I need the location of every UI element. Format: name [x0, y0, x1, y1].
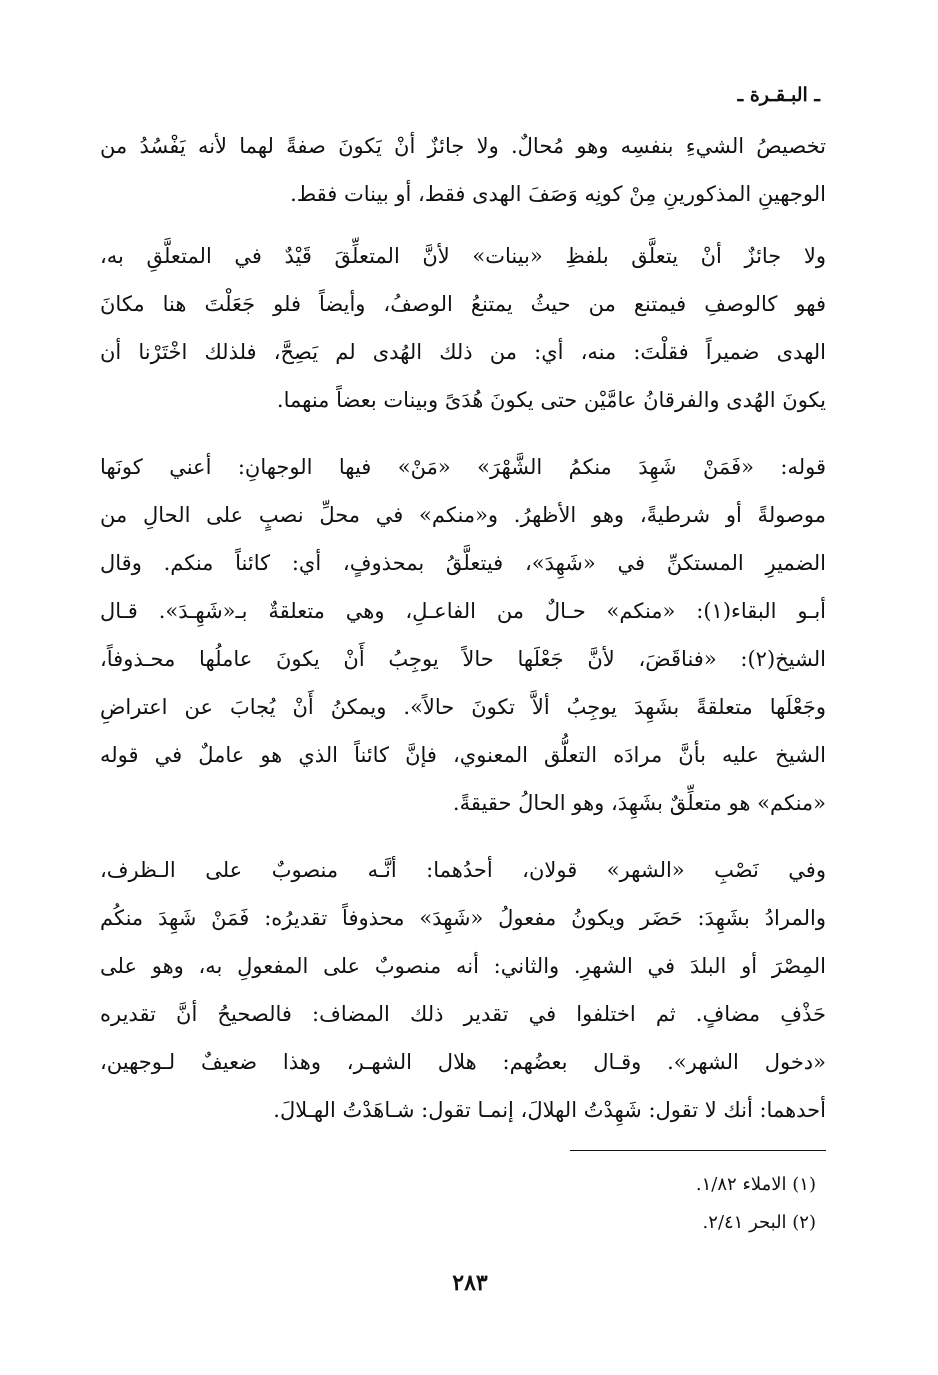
- footnotes: [500, 1166, 816, 1242]
- running-header: ـ البـقـرة ـ: [737, 84, 820, 106]
- text-line: الشيخ عليه بأنَّ مرادَه التعلُّق المعنوي، فإنَّ كائناً الذي هو عاملٌ في قوله: [100, 743, 826, 767]
- paragraph-3: [100, 443, 826, 827]
- text-line: موصولةً أو شرطيةً، وهو الأظهرُ. و«منكم» في محلِّ نصبٍ على الحالِ من: [100, 503, 826, 527]
- text-line: قوله: «فَمَنْ شَهِدَ منكمُ الشَّهْرَ» «مَنْ» فيها الوجهانِ: أعني كونَها: [100, 455, 826, 479]
- footnote-2: (٢) البحر ٢/٤١.: [702, 1212, 816, 1233]
- text-line: الضميرِ المستكنِّ في «شَهِدَ»، فيتعلَّقُ بمحذوفٍ، أي: كائناً منكم. وقال: [100, 551, 826, 575]
- text-line: «منكم» هو متعلِّقٌ بشَهِدَ، وهو الحالُ حقيقةً.: [452, 791, 826, 815]
- text-line: المِصْرَ أو البلدَ في الشهرِ. والثاني: أنه منصوبٌ على المفعولِ به، وهو على: [100, 954, 826, 978]
- text-line: وفي نَصْبِ «الشهر» قولان، أحدُهما: أنَّـه منصوبٌ على الـظرف،: [100, 858, 826, 882]
- footnote-1: (١) الاملاء ١/٨٢.: [695, 1174, 816, 1195]
- text-line: «دخول الشهر». وقـال بعضُهم: هلال الشهـر، وهذا ضعيفٌ لـوجهين،: [100, 1050, 826, 1074]
- paragraph-2: [100, 232, 826, 424]
- footnote-divider: [570, 1150, 826, 1151]
- text-line: والمرادُ بشَهِدَ: حَضَر ويكونُ مفعولُ «شَهِدَ» محذوفاً تقديرُه: فَمَنْ شَهِدَ منكُم: [100, 906, 826, 930]
- text-line: الوجهينِ المذكورينِ مِنْ كونِه وَصَفَ الهدى فقط، أو بينات فقط.: [290, 182, 826, 206]
- text-line: أبـو البقاء(١): «منكم» حـالٌ من الفاعـلِ، وهي متعلقةٌ بـ«شَهِـدَ». قـال: [100, 599, 827, 623]
- paragraph-4: [100, 846, 826, 1134]
- text-line: الهدى ضميراً فقلْتَ: منه، أي: من ذلك الهُدى لم يَصِحَّ، فلذلك اخْتَرْنا أن: [100, 340, 826, 364]
- text-line: تخصيصُ الشيءِ بنفسِه وهو مُحالٌ. ولا جائزٌ أنْ يَكونَ صفةً لهما لأنه يَفْسُدُ من: [100, 134, 826, 158]
- text-line: حَذْفِ مضافٍ. ثم اختلفوا في تقدير ذلك المضاف: فالصحيحُ أنَّ تقديره: [100, 1002, 826, 1026]
- page-number: ٢٨٣: [452, 1270, 488, 1296]
- text-line: يكونَ الهُدى والفرقانُ عامَّيْن حتى يكونَ هُدَىً وبينات بعضاً منهما.: [276, 388, 826, 412]
- text-line: فهو كالوصفِ فيمتنع من حيثُ يمتنعُ الوصفُ، وأيضاً فلو جَعَلْتَ هنا مكانَ: [100, 292, 826, 316]
- text-line: أحدهما: أنك لا تقول: شَهِدْتُ الهلالَ، إنمـا تقول: شـاهَدْتُ الهـلالَ.: [273, 1098, 826, 1122]
- paragraph-1: [100, 122, 826, 218]
- text-line: ولا جائزٌ أنْ يتعلَّق بلفظِ «بينات» لأنَّ المتعلِّقَ قَيْدٌ في المتعلَّقِ به،: [100, 244, 826, 268]
- text-line: وجَعْلَها متعلقةً بشَهِدَ يوجِبُ ألاَّ تكونَ حالاً». ويمكنُ أَنْ يُجابَ عن اعتراضِ: [100, 695, 826, 719]
- text-line: الشيخ(٢): «فناقَضَ، لأنَّ جَعْلَها حالاً يوجِبُ أَنْ يكونَ عاملُها محـذوفاً،: [100, 647, 826, 671]
